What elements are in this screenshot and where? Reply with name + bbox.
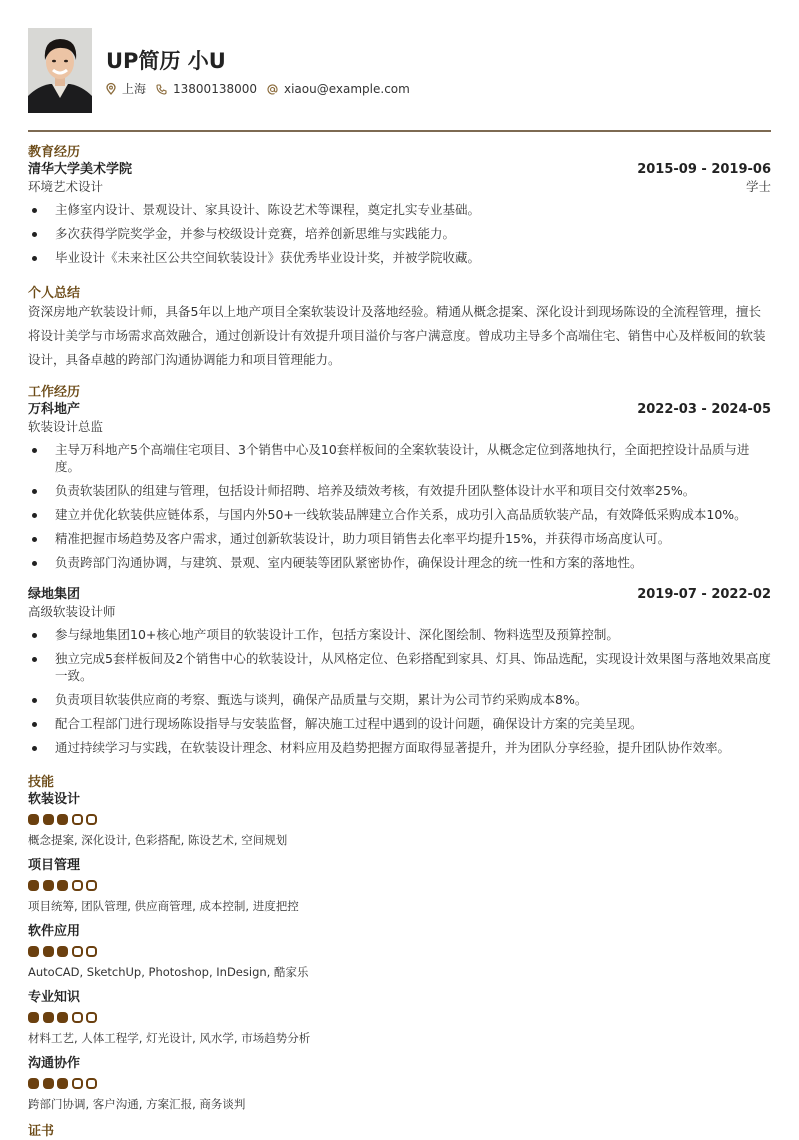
section-title-summary: 个人总结 bbox=[28, 286, 81, 301]
list-item: 独立完成5套样板间及2个销售中心的软装设计，从风格定位、色彩搭配到家具、灯具、饰品选配，实现设计效果图与落地效果高度一致。 bbox=[28, 650, 771, 684]
section-title-education: 教育经历 bbox=[28, 145, 81, 160]
rating-dot-filled bbox=[57, 946, 68, 957]
job-role-row bbox=[28, 419, 771, 436]
skill-name: 沟通协作 bbox=[28, 1056, 81, 1071]
skill-rating bbox=[28, 814, 101, 825]
contact-info bbox=[106, 81, 420, 97]
list-item: 多次获得学院奖学金，并参与校级设计竞赛，培养创新思维与实践能力。 bbox=[28, 225, 771, 242]
job-dates: 2022-03 - 2024-05 bbox=[637, 402, 771, 417]
rating-dot-filled bbox=[43, 880, 54, 891]
summary-text: 资深房地产软装设计师，具备5年以上地产项目全案软装设计及落地经验。精通从概念提案、深化设计到现场陈设的全流程管理，擅长将设计美学与市场需求高效融合，通过创新设计有效提升项目溢价与客户满意度。曾成功主导多个高端住宅、销售中心及样板间的软装设计，具备卓越的跨部门沟通协调能力和项目管理能力。 bbox=[28, 304, 766, 367]
list-item: 参与绿地集团10+核心地产项目的软装设计工作，包括方案设计、深化图绘制、物料选型及预算控制。 bbox=[28, 626, 771, 643]
skill-name: 软件应用 bbox=[28, 924, 81, 939]
at-sign-icon bbox=[267, 84, 278, 95]
list-item: 主修室内设计、景观设计、家具设计、陈设艺术等课程，奠定扎实专业基础。 bbox=[28, 201, 771, 218]
skill-name: 软装设计 bbox=[28, 792, 81, 807]
rating-dot-filled bbox=[28, 880, 39, 891]
rating-dot-empty bbox=[72, 1078, 83, 1089]
rating-dot-filled bbox=[57, 1012, 68, 1023]
contact-location bbox=[106, 81, 146, 97]
list-item: 建立并优化软装供应链体系，与国内外50+一线软装品牌建立合作关系，成功引入高品质软装产品，有效降低采购成本10%。 bbox=[28, 506, 771, 523]
rating-dot-filled bbox=[57, 880, 68, 891]
contact-email bbox=[267, 81, 410, 97]
list-item: 毕业设计《未来社区公共空间软装设计》获优秀毕业设计奖，并被学院收藏。 bbox=[28, 249, 771, 266]
rating-dot-filled bbox=[28, 814, 39, 825]
rating-dot-empty bbox=[72, 1012, 83, 1023]
contact-phone bbox=[156, 81, 257, 97]
rating-dot-empty bbox=[86, 1078, 97, 1089]
location-text: 上海 bbox=[122, 82, 147, 96]
rating-dot-filled bbox=[43, 1078, 54, 1089]
rating-dot-filled bbox=[43, 946, 54, 957]
rating-dot-filled bbox=[28, 1012, 39, 1023]
major: 环境艺术设计 bbox=[28, 179, 104, 194]
list-item: 负责跨部门沟通协调，与建筑、景观、室内硬装等团队紧密协作，确保设计理念的统一性和方案的落地性。 bbox=[28, 554, 771, 571]
rating-dot-filled bbox=[57, 1078, 68, 1089]
rating-dot-empty bbox=[72, 946, 83, 957]
rating-dot-filled bbox=[28, 1078, 39, 1089]
skill-description: 材料工艺, 人体工程学, 灯光设计, 风水学, 市场趋势分析 bbox=[28, 1031, 311, 1045]
education-dates: 2015-09 - 2019-06 bbox=[637, 162, 771, 177]
skill-description: 项目统筹, 团队管理, 供应商管理, 成本控制, 进度把控 bbox=[28, 899, 299, 913]
skill-description: 概念提案, 深化设计, 色彩搭配, 陈设艺术, 空间规划 bbox=[28, 833, 288, 847]
rating-dot-filled bbox=[43, 814, 54, 825]
job-role: 高级软装设计师 bbox=[28, 604, 116, 619]
rating-dot-empty bbox=[72, 814, 83, 825]
phone-icon bbox=[156, 84, 167, 95]
resume-header bbox=[28, 28, 771, 114]
rating-dot-filled bbox=[43, 1012, 54, 1023]
education-bullets bbox=[28, 201, 771, 266]
job-role-row bbox=[28, 604, 771, 621]
rating-dot-empty bbox=[86, 880, 97, 891]
section-title-skills: 技能 bbox=[28, 775, 55, 790]
candidate-name: UP简历 小U bbox=[106, 49, 226, 73]
list-item: 负责软装团队的组建与管理，包括设计师招聘、培养及绩效考核，有效提升团队整体设计水平和项目交付效率25%。 bbox=[28, 482, 771, 499]
job-bullets bbox=[28, 626, 771, 756]
job-role: 软装设计总监 bbox=[28, 419, 104, 434]
section-title-certificates: 证书 bbox=[28, 1124, 55, 1139]
email-text[interactable]: xiaou@example.com bbox=[284, 82, 410, 96]
rating-dot-empty bbox=[86, 1012, 97, 1023]
rating-dot-filled bbox=[57, 814, 68, 825]
list-item: 负责项目软装供应商的考察、甄选与谈判，确保产品质量与交期，累计为公司节约采购成本8%。 bbox=[28, 691, 771, 708]
location-pin-icon bbox=[106, 83, 116, 95]
skill-description: AutoCAD, SketchUp, Photoshop, InDesign, 酷家乐 bbox=[28, 965, 309, 979]
skill-rating bbox=[28, 1012, 101, 1023]
section-title-work: 工作经历 bbox=[28, 385, 81, 400]
job-header bbox=[28, 402, 771, 418]
company-name: 绿地集团 bbox=[28, 587, 81, 602]
rating-dot-empty bbox=[72, 880, 83, 891]
header-divider bbox=[28, 130, 771, 132]
degree: 学士 bbox=[745, 179, 771, 194]
company-name: 万科地产 bbox=[28, 402, 81, 417]
list-item: 配合工程部门进行现场陈设指导与安装监督，解决施工过程中遇到的设计问题，确保设计方案的完美呈现。 bbox=[28, 715, 771, 732]
rating-dot-empty bbox=[86, 814, 97, 825]
skill-rating bbox=[28, 880, 101, 891]
list-item: 通过持续学习与实践，在软装设计理念、材料应用及趋势把握方面取得显著提升，并为团队分享经验，提升团队协作效率。 bbox=[28, 739, 771, 756]
skill-name: 项目管理 bbox=[28, 858, 81, 873]
skill-name: 专业知识 bbox=[28, 990, 81, 1005]
skill-description: 跨部门协调, 客户沟通, 方案汇报, 商务谈判 bbox=[28, 1097, 246, 1111]
job-header bbox=[28, 587, 771, 603]
skill-rating bbox=[28, 1078, 101, 1089]
job-dates: 2019-07 - 2022-02 bbox=[637, 587, 771, 602]
job-bullets bbox=[28, 441, 771, 571]
list-item: 精准把握市场趋势及客户需求，通过创新软装设计，助力项目销售去化率平均提升15%，并获得市场高度认可。 bbox=[28, 530, 771, 547]
skill-rating bbox=[28, 946, 101, 957]
rating-dot-empty bbox=[86, 946, 97, 957]
avatar-photo bbox=[28, 28, 92, 113]
education-subheader bbox=[28, 179, 771, 196]
list-item: 主导万科地产5个高端住宅项目、3个销售中心及10套样板间的全案软装设计，从概念定位到落地执行，全面把控设计品质与进度。 bbox=[28, 441, 771, 475]
school-name: 清华大学美术学院 bbox=[28, 162, 133, 177]
education-header bbox=[28, 162, 771, 178]
rating-dot-filled bbox=[28, 946, 39, 957]
phone-text: 13800138000 bbox=[173, 82, 257, 96]
